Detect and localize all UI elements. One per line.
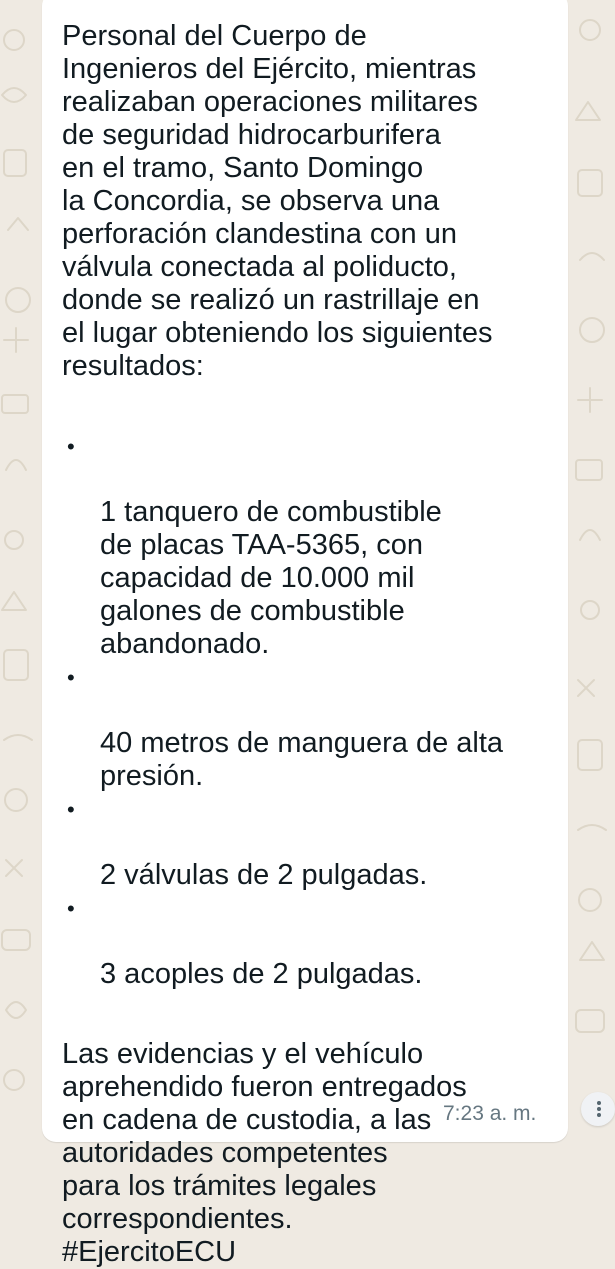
list-item-text: 1 tanquero de combustible de placas TAA-5365, con capacidad de 10.000 mil galones de combustible abandonado. [100,496,442,660]
results-list [62,430,552,991]
list-item [62,793,552,892]
message-text [62,20,552,1269]
list-item [62,661,552,793]
message-timestamp: 7:23 a. m. [443,1102,537,1125]
list-item [62,430,552,661]
bullet-icon: • [67,797,75,822]
message-intro-paragraph: Personal del Cuerpo de Ingenieros del Ejército, mientras realizaban operaciones militares de seguridad hidrocarburifera en el tramo, Santo Domingo la Concordia, se observa una perforación clandestina con un válvula conectada al poliducto, donde se realizó un rastrillaje en el lugar obteniendo los siguientes resultados: [62,20,493,382]
list-item [62,892,552,991]
bullet-icon: • [67,434,75,459]
bullet-icon: • [67,896,75,921]
list-item-text: 2 válvulas de 2 pulgadas. [100,859,428,891]
message-closing-paragraph: Las evidencias y el vehículo aprehendido fueron entregados en cadena de custodia, a las autoridades competentes para los trámites legales correspondientes. #EjercitoECU [62,1038,467,1268]
bullet-icon: • [67,665,75,690]
list-item-text: 40 metros de manguera de alta presión. [100,727,504,792]
message-menu-icon[interactable] [581,1092,615,1126]
list-item-text: 3 acoples de 2 pulgadas. [100,958,423,990]
